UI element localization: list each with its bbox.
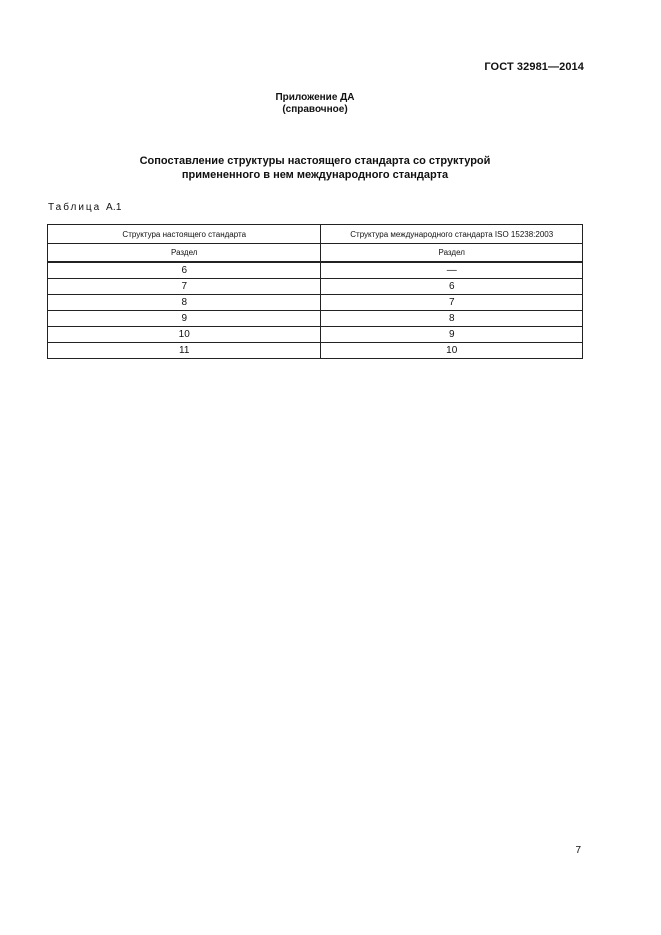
table-header-cell: Структура настоящего стандарта — [48, 225, 321, 244]
appendix-title: Приложение ДА — [275, 92, 355, 103]
table-cell: 9 — [321, 327, 583, 343]
table-header-cell: Структура международного стандарта ISO 15238:2003 — [321, 225, 583, 244]
table-row — [48, 295, 583, 311]
table-subheader-row — [48, 244, 583, 263]
table-cell: 9 — [48, 311, 321, 327]
table-caption-number: А.1 — [106, 202, 122, 213]
page-number: 7 — [575, 845, 581, 856]
document-code: ГОСТ 32981—2014 — [484, 61, 584, 73]
table-row — [48, 262, 583, 279]
table-caption-prefix: Таблица — [48, 202, 102, 213]
table-cell: 10 — [321, 343, 583, 359]
table-cell: 7 — [48, 279, 321, 295]
table-cell: 6 — [48, 262, 321, 279]
table-row — [48, 311, 583, 327]
table-caption — [48, 202, 122, 213]
section-title-line-1: Сопоставление структуры настоящего стандарта со структурой — [139, 155, 491, 167]
table-header-row — [48, 225, 583, 244]
table-cell: 7 — [321, 295, 583, 311]
table-cell: 10 — [48, 327, 321, 343]
appendix-heading — [0, 92, 630, 116]
table-subheader-cell: Раздел — [48, 244, 321, 263]
table-cell: — — [321, 262, 583, 279]
table-cell: 6 — [321, 279, 583, 295]
table-row — [48, 279, 583, 295]
table-cell: 8 — [48, 295, 321, 311]
section-title — [0, 154, 630, 182]
table-row — [48, 327, 583, 343]
table-row — [48, 343, 583, 359]
appendix-subtitle: (справочное) — [282, 104, 348, 115]
comparison-table — [47, 224, 583, 359]
table-cell: 8 — [321, 311, 583, 327]
table-cell: 11 — [48, 343, 321, 359]
section-title-line-2: примененного в нем международного стандарта — [181, 169, 449, 181]
table-subheader-cell: Раздел — [321, 244, 583, 263]
